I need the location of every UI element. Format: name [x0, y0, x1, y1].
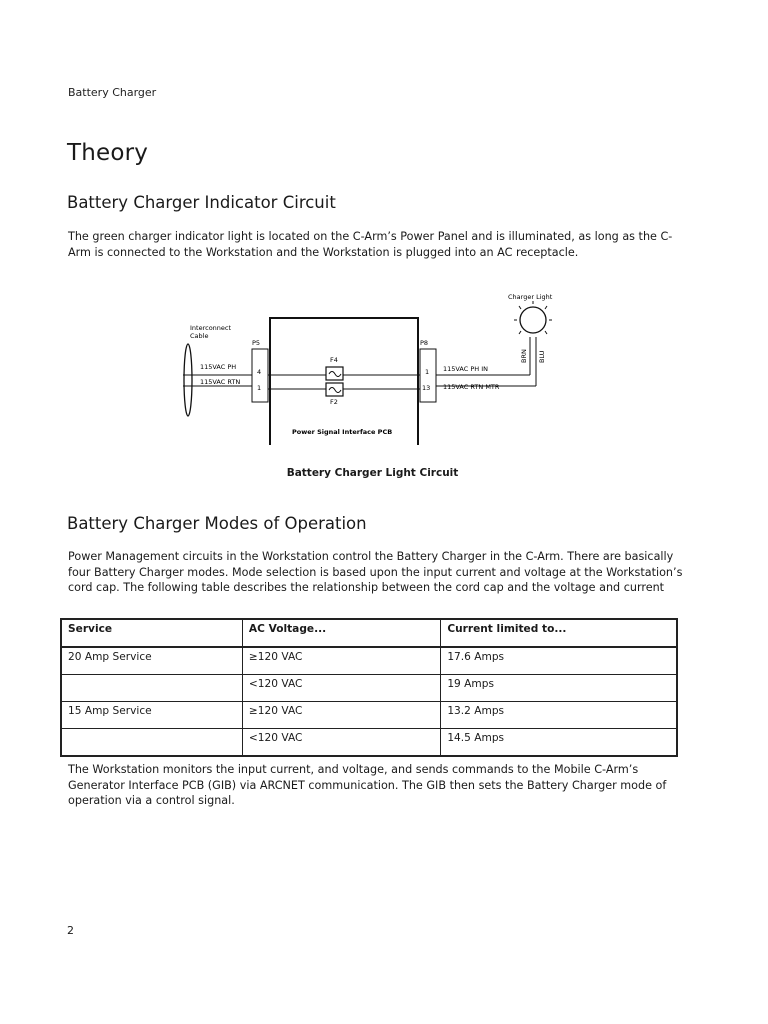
- p8-pin-1: 1: [425, 368, 430, 376]
- table-cell: ≥120 VAC: [242, 647, 440, 675]
- p5-pin-4: 4: [257, 368, 262, 376]
- table-cell: ≥120 VAC: [242, 702, 440, 729]
- charger-light-label: Charger Light: [508, 293, 553, 301]
- table-header-current-limit: Current limited to...: [441, 619, 677, 647]
- interconnect-cable-bundle: [184, 344, 192, 416]
- modes-paragraph: Power Management circuits in the Workstation control the Battery Charger in the C-Arm. There are basically four Battery Charger modes. Mode selection is based upon the input current and voltage at the Workstation’s cord cap. The following table describes the relationship between the cord cap and the voltage and current: [68, 550, 683, 594]
- p5-pin-1: 1: [257, 384, 262, 392]
- power-signal-interface-pcb-box: [270, 318, 418, 445]
- table-cell: <120 VAC: [242, 729, 440, 757]
- p8-label: P8: [420, 339, 429, 347]
- brn-label: BRN: [520, 349, 528, 363]
- fuse-f4-label: F4: [330, 356, 338, 364]
- interconnect-label-2: Cable: [190, 332, 209, 340]
- rtn-label-left: 115VAC RTN: [200, 378, 241, 386]
- table-header-row: [61, 619, 677, 647]
- table-header-service: Service: [61, 619, 242, 647]
- indicator-circuit-paragraph: The green charger indicator light is located on the C-Arm’s Power Panel and is illuminated, as long as the C-Arm is connected to the Workstation and the Workstation is plugged into an AC receptacle.: [68, 230, 673, 259]
- battery-charger-light-circuit-diagram: [180, 285, 570, 450]
- table-cell: 17.6 Amps: [441, 647, 677, 675]
- table-row: [61, 702, 677, 729]
- charger-light-icon: [514, 301, 552, 334]
- interconnect-label-1: Interconnect: [190, 324, 232, 332]
- table-cell: 20 Amp Service: [61, 647, 242, 675]
- closing-paragraph: The Workstation monitors the input current, and voltage, and sends commands to the Mobile C-Arm’s Generator Interface PCB (GIB) via ARCNET communication. The GIB then sets the Battery Charger mode of operation via a control signal.: [68, 763, 667, 807]
- section-heading-modes: Battery Charger Modes of Operation: [67, 514, 367, 533]
- table-cell: [61, 729, 242, 757]
- blu-label: BLU: [538, 350, 546, 363]
- table-cell: 13.2 Amps: [441, 702, 677, 729]
- table-cell: 14.5 Amps: [441, 729, 677, 757]
- page-number: 2: [67, 924, 74, 937]
- table-cell: <120 VAC: [242, 675, 440, 702]
- p8-pin-13: 13: [422, 384, 431, 392]
- running-header: Battery Charger: [68, 86, 157, 99]
- fuse-f2-label: F2: [330, 398, 338, 406]
- table-cell: 15 Amp Service: [61, 702, 242, 729]
- charger-modes-table: [60, 618, 678, 757]
- ph-label-left: 115VAC PH: [200, 363, 237, 371]
- table-row: [61, 647, 677, 675]
- page-title: Theory: [67, 140, 149, 166]
- section-heading-indicator-circuit: Battery Charger Indicator Circuit: [67, 193, 336, 212]
- table-header-ac-voltage: AC Voltage...: [242, 619, 440, 647]
- table-row: [61, 675, 677, 702]
- p5-label: P5: [252, 339, 261, 347]
- table-row: [61, 729, 677, 757]
- ph-label-right: 115VAC PH IN: [443, 365, 489, 373]
- diagram-caption: Battery Charger Light Circuit: [286, 467, 459, 479]
- table-cell: [61, 675, 242, 702]
- pcb-label: Power Signal Interface PCB: [292, 428, 393, 436]
- rtn-label-right: 115VAC RTN MTR: [443, 383, 500, 391]
- table-cell: 19 Amps: [441, 675, 677, 702]
